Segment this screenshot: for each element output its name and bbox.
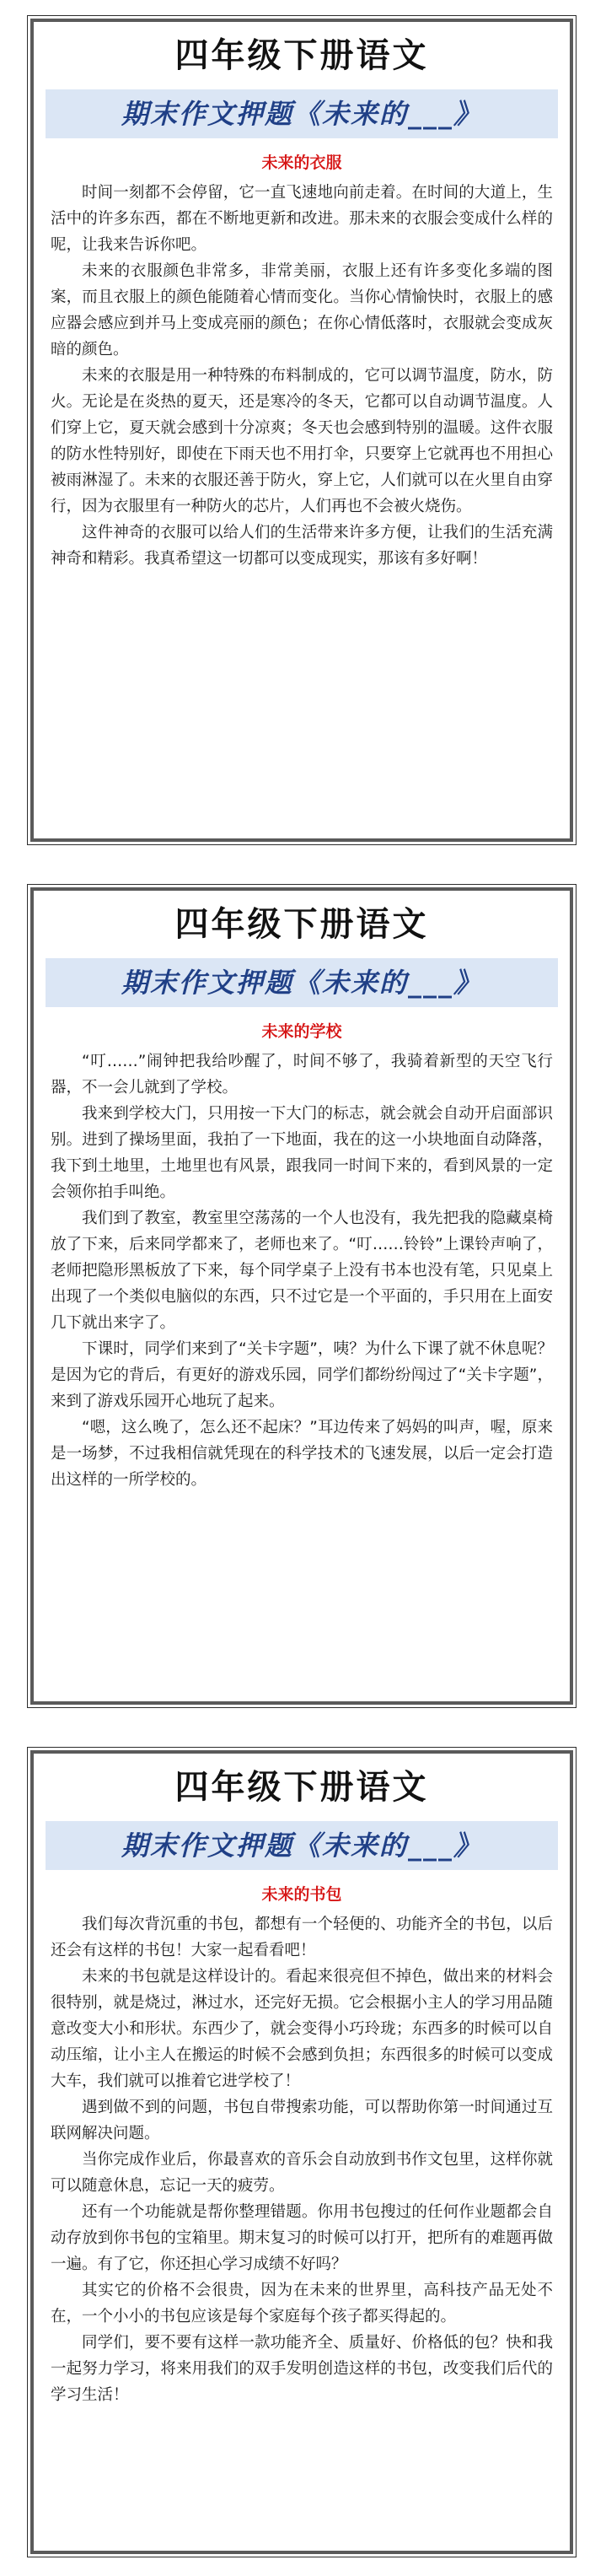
paragraph: 当你完成作业后，你最喜欢的音乐会自动放到书作文包里，这样你就可以随意休息，忘记一天的疲劳。: [51, 2151, 553, 2195]
essay-body: [34, 1911, 570, 2408]
paragraph: “嗯，这么晚了，怎么还不起床？”耳边传来了妈妈的叫声，喔，原来是一场梦，不过我相信就凭现在的科学技术的飞速发展，以后一定会打造出这样的一所学校的。: [51, 1419, 553, 1489]
paragraph: 未来的衣服是用一种特殊的布料制成的，它可以调节温度，防水，防火。无论是在炎热的夏天，还是寒冷的冬天，它都可以自动调节温度。人们穿上它，夏天就会感到十分凉爽；冬天也会感到特别的温暖。这件衣服的防水性特别好，即使在下雨天也不用打伞，只要穿上它就再也不用担心被雨淋湿了。未来的衣服还善于防火，穿上它，人们就可以在火里自由穿行，因为衣服里有一种防火的芯片，人们再也不会被火烧伤。: [51, 367, 553, 515]
paragraph: 时间一刻都不会停留，它一直飞速地向前走着。在时间的大道上，生活中的许多东西，都在不断地更新和改进。那未来的衣服会变成什么样的呢，让我来告诉你吧。: [51, 184, 553, 254]
essay-title: 未来的衣服: [261, 154, 342, 172]
paragraph: 我们到了教室，教室里空荡荡的一个人也没有，我先把我的隐藏桌椅放了下来，后来同学都来了，老师也来了。“叮……铃铃”上课铃声响了，老师把隐形黑板放了下来，每个同学桌子上没有书本也没有笔，只见桌上出现了一个类似电脑似的东西，只不过它是一个平面的，手只用在上面安几下就出来字了。: [51, 1210, 553, 1332]
essay-body: [34, 1048, 570, 1493]
page-title: 四年级下册语文: [174, 1767, 429, 1807]
paragraph: 我们每次背沉重的书包，都想有一个轻便的、功能齐全的书包，以后还会有这样的书包！大家一起看看吧！: [51, 1916, 553, 1959]
essay-card: [30, 19, 573, 842]
topic-banner: 期末作文押题《未来的___》: [46, 958, 558, 1007]
paragraph: “叮……”闹钟把我给吵醒了，时间不够了，我骑着新型的天空飞行器，不一会儿就到了学校。: [51, 1053, 553, 1097]
essay-body: [34, 180, 570, 572]
paragraph: 其实它的价格不会很贵，因为在未来的世界里，高科技产品无处不在，一个小小的书包应该是每个家庭每个孩子都买得起的。: [51, 2282, 553, 2325]
essay-title: 未来的学校: [261, 1022, 342, 1041]
essay-card: [30, 1750, 573, 2554]
paragraph: 下课时，同学们来到了“关卡字题”，咦？为什么下课了就不休息呢？是因为它的背后，有更好的游戏乐园，同学们都纷纷闯过了“关卡字题”，来到了游戏乐园开心地玩了起来。: [51, 1340, 553, 1410]
page-title: 四年级下册语文: [174, 904, 429, 944]
topic-banner: 期末作文押题《未来的___》: [46, 1821, 558, 1870]
essay-card: [30, 887, 573, 1705]
page-title: 四年级下册语文: [174, 35, 429, 75]
paragraph: 遇到做不到的问题，书包自带搜索功能，可以帮助你第一时间通过互联网解决问题。: [51, 2099, 553, 2142]
paragraph: 同学们，要不要有这样一款功能齐全、质量好、价格低的包？快和我一起努力学习，将来用我们的双手发明创造这样的书包，改变我们后代的学习生活！: [51, 2334, 553, 2404]
paragraph: 未来的衣服颜色非常多，非常美丽，衣服上还有许多变化多端的图案，而且衣服上的颜色能随着心情而变化。当你心情愉快时，衣服上的感应器会感应到并马上变成亮丽的颜色；在你心情低落时，衣服就会变成灰暗的颜色。: [51, 262, 553, 358]
paragraph: 这件神奇的衣服可以给人们的生活带来许多方便，让我们的生活充满神奇和精彩。我真希望这一切都可以变成现实，那该有多好啊！: [51, 524, 553, 568]
paragraph: 还有一个功能就是帮你整理错题。你用书包搜过的任何作业题都会自动存放到你书包的宝箱里。期末复习的时候可以打开，把所有的难题再做一遍。有了它，你还担心学习成绩不好吗？: [51, 2203, 553, 2273]
paragraph: 我来到学校大门，只用按一下大门的标志，就会就会自动开启面部识别。进到了操场里面，我拍了一下地面，我在的这一小块地面自动降落，我下到土地里，土地里也有风景，跟我同一时间下来的，看到风景的一定会领你拍手叫绝。: [51, 1105, 553, 1201]
essay-title: 未来的书包: [261, 1885, 342, 1904]
topic-banner: 期末作文押题《未来的___》: [46, 89, 558, 138]
paragraph: 未来的书包就是这样设计的。看起来很亮但不掉色，做出来的材料会很特别，就是烧过，淋过水，还完好无损。它会根据小主人的学习用品随意改变大小和形状。东西少了，就会变得小巧玲珑；东西多的时候可以自动压缩，让小主人在搬运的时候不会感到负担；东西很多的时候可以变成大车，我们就可以推着它进学校了！: [51, 1968, 553, 2090]
